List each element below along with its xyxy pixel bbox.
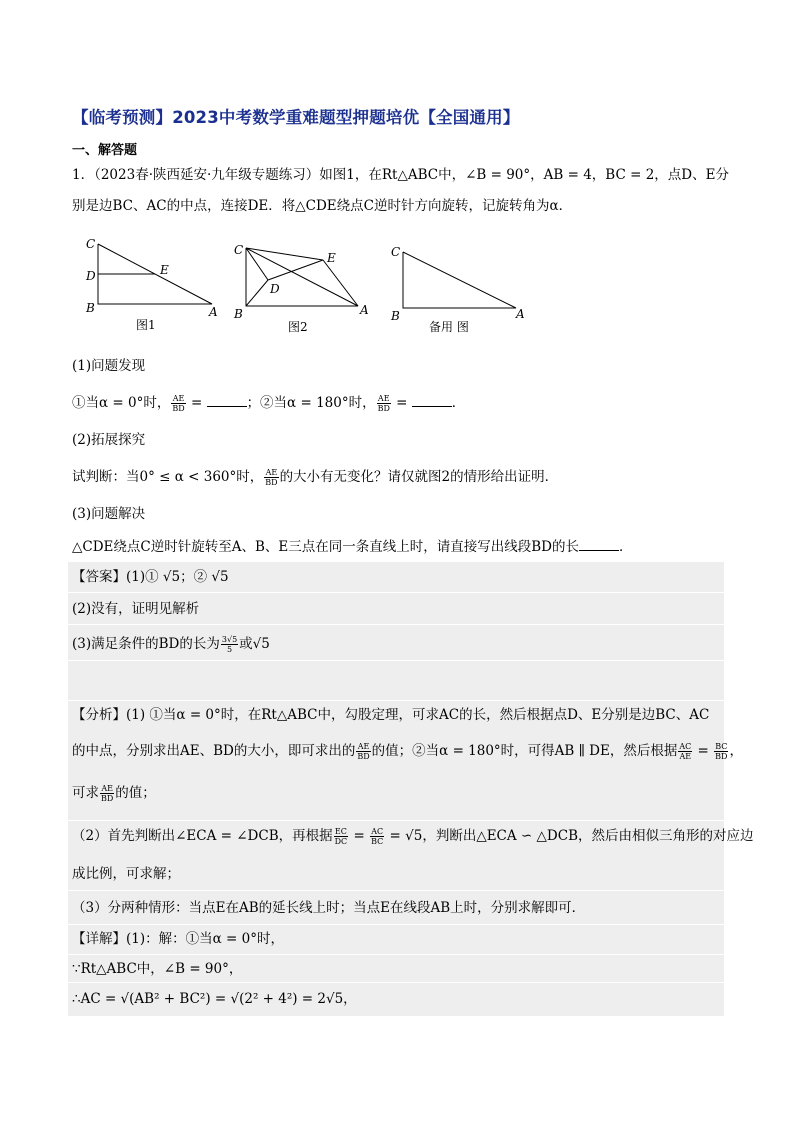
q3-body: △CDE绕点C逆时针旋转至A、B、E三点在同一条直线上时，请直接写出线段BD的长 ．	[72, 539, 633, 555]
answer-blank[interactable]	[579, 538, 619, 551]
label-a: A	[516, 307, 525, 321]
label-e: E	[160, 263, 169, 277]
fraction: $\frac{AE}{BD}$	[377, 394, 390, 413]
analysis-line-5: 成比例，可求解；	[72, 866, 180, 882]
fraction: $\frac{AE}{BD}$	[357, 742, 370, 761]
fraction: $\frac{EC}{DC}$	[334, 827, 348, 846]
label-a: A	[360, 303, 369, 317]
figure-2-caption: 图2	[288, 320, 308, 334]
figure-1	[85, 237, 218, 332]
answer-blank[interactable]	[412, 394, 452, 407]
label-c: C	[86, 237, 96, 251]
analysis-line-2: 的中点，分别求出AE、BD的大小，即可求出的 $\frac{AE}{BD}$ 的值；②当α = 180°时，可得AB ∥ DE，然后根据 $\frac{AC}{AE}$ = $\frac{BC}{BD}$ ，	[72, 742, 743, 761]
figure-1-caption: 图1	[136, 318, 156, 332]
fraction: $\frac{BC}{BD}$	[715, 742, 728, 761]
analysis-line-3: 可求 $\frac{AE}{BD}$ 的值；	[72, 784, 156, 803]
figures-group	[80, 232, 540, 340]
label-d: D	[270, 282, 280, 296]
detail-line-3: ∴AC = √(AB² + BC²) = √(2² + 4²) = 2√5，	[72, 991, 357, 1007]
label-b: B	[234, 307, 243, 321]
figure-spare-caption: 备用 图	[429, 320, 469, 334]
label-c: C	[234, 243, 244, 257]
fraction: $\frac{AC}{AE}$	[679, 742, 692, 761]
fraction: $\frac{AE}{BD}$	[101, 784, 114, 803]
answer-blank[interactable]	[207, 394, 247, 407]
fraction: $\frac{AC}{BC}$	[371, 827, 384, 846]
analysis-line-4: （2）首先判断出∠ECA = ∠DCB，再根据 $\frac{EC}{DC}$ = $\frac{AC}{BC}$ = √5，判断出△ECA ∽ △DCB，然后由相似三角形的对应边	[72, 827, 754, 846]
label-d: D	[86, 269, 96, 283]
q2-heading: (2)拓展探究	[72, 432, 146, 448]
q2-body: 试判断：当0° ≤ α < 360°时， $\frac{AE}{BD}$ 的大小有无变化？请仅就图2的情形给出证明．	[72, 468, 559, 487]
answer-line-1: 【答案】(1)① √5；② √5	[72, 569, 229, 585]
figure-2	[233, 243, 369, 334]
q1-body: ①当α = 0°时， $\frac{AE}{BD}$ = ；②当α = 180°时， $\frac{AE}{BD}$ = ．	[72, 394, 466, 413]
page-title: 【临考预测】2023中考数学重难题型押题培优【全国通用】	[72, 108, 520, 127]
detail-line-2: ∵Rt△ABC中，∠B = 90°，	[72, 961, 243, 977]
q1-heading: (1)问题发现	[72, 358, 146, 374]
label-e: E	[327, 251, 336, 265]
answer-line-2: (2)没有，证明见解析	[72, 601, 200, 617]
label-a: A	[209, 305, 218, 319]
q3-heading: (3)问题解决	[72, 506, 146, 522]
problem-line-1: 1．（2023春·陕西延安·九年级专题练习）如图1，在Rt△ABC中，∠B = 90°，AB = 4，BC = 2，点D、E分	[72, 167, 729, 183]
section-heading: 一、解答题	[72, 143, 138, 158]
detail-line-1: 【详解】(1)：解：①当α = 0°时，	[72, 931, 284, 947]
fraction: $\frac{AE}{BD}$	[265, 468, 278, 487]
answer-line-3: (3)满足条件的BD的长为 $\frac{3√5}{5}$ 或√5	[72, 635, 270, 654]
fraction: $\frac{3√5}{5}$	[221, 635, 238, 654]
label-b: B	[86, 301, 95, 315]
fraction: $\frac{AE}{BD}$	[172, 394, 185, 413]
label-b: B	[391, 309, 400, 323]
problem-line-2: 别是边BC、AC的中点，连接DE．将△CDE绕点C逆时针方向旋转，记旋转角为α．	[72, 198, 573, 214]
label-c: C	[391, 245, 401, 259]
figure-spare	[390, 245, 525, 334]
analysis-line-6: （3）分两种情形：当点E在AB的延长线上时；当点E在线段AB上时，分别求解即可．	[72, 900, 586, 916]
analysis-line-1: 【分析】(1) ①当α = 0°时，在Rt△ABC中，勾股定理，可求AC的长，然后根据点D、E分别是边BC、AC	[72, 707, 710, 723]
